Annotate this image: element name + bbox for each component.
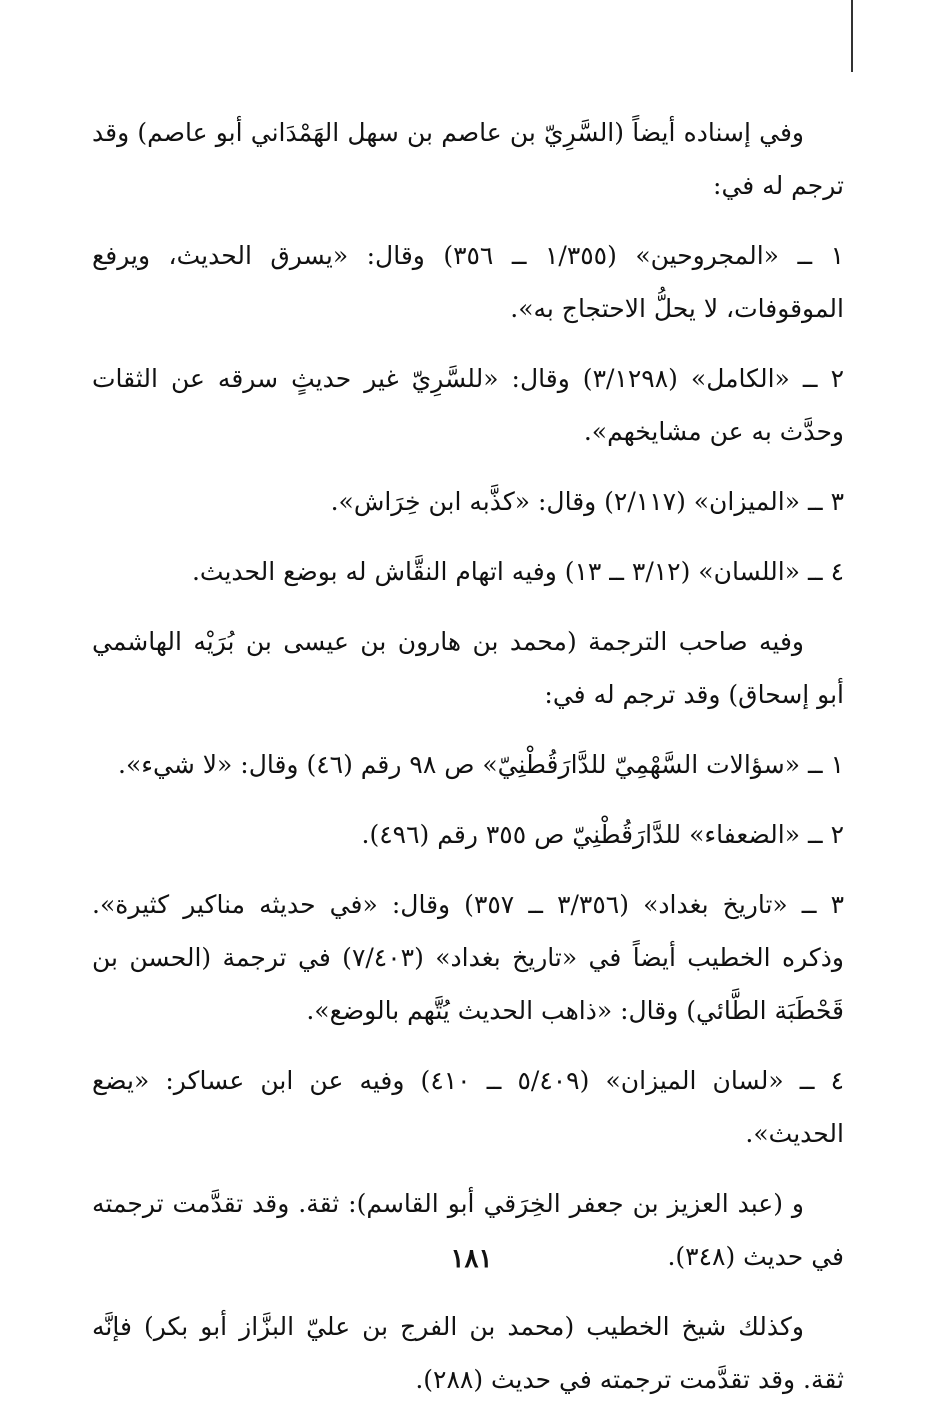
paragraph-ref-duafa: ٢ ــ «الضعفاء» للدَّارَقُطْنِيّ ص ٣٥٥ رقم (٤٩٦). xyxy=(361,820,844,849)
page-number: ١٨١ xyxy=(450,1244,493,1274)
paragraph-ref-lisan-mizan: ٤ ــ «لسان الميزان» (٥/٤٠٩ ــ ٤١٠) وفيه عن ابن عساكر: «يضع الحديث». xyxy=(92,1066,844,1148)
paragraph-ref-kamil: ٢ ــ «الكامل» (٣/١٢٩٨) وقال: «للسَّرِيّ غير حديثٍ سرقه عن الثقات وحدَّث به عن مشايخهم». xyxy=(92,364,844,446)
paragraph-ref-mizan: ٣ ــ «الميزان» (٢/١١٧) وقال: «كذَّبه ابن خِرَاش». xyxy=(330,487,844,516)
scan-edge-mark xyxy=(851,0,853,72)
paragraph-ref-suhami: ١ ــ «سؤالات السَّهْمِيّ للدَّارَقُطْنِيّ» ص ٩٨ رقم (٤٦) وقال: «لا شيء». xyxy=(118,750,844,779)
paragraph-sariy-intro: وفي إسناده أيضاً (السَّرِيّ بن عاصم بن سهل الهَمْدَاني أبو عاصم) وقد ترجم له في: xyxy=(92,118,844,200)
paragraph-khiraqi: و (عبد العزيز بن جعفر الخِرَقي أبو القاسم): ثقة. وقد تقدَّمت ترجمته في حديث (٣٤٨). xyxy=(92,1189,844,1271)
paragraph-bazzaz: وكذلك شيخ الخطيب (محمد بن الفرج بن عليّ البزَّاز أبو بكر) فإنَّه ثقة. وقد تقدَّمت ترجمته في حديث (٢٨٨). xyxy=(92,1312,844,1394)
paragraph-ref-majruhin: ١ ــ «المجروحين» (١/٣٥٥ ــ ٣٥٦) وقال: «يسرق الحديث، ويرفع الموقوفات، لا يحلُّ الاحتجاج به». xyxy=(92,241,844,323)
page-body xyxy=(92,106,844,1423)
paragraph-ref-tarikh-baghdad: ٣ ــ «تاريخ بغداد» (٣/٣٥٦ ــ ٣٥٧) وقال: «في حديثه مناكير كثيرة». وذكره الخطيب أيضاً في «تاريخ بغداد» (٧/٤٠٣) في ترجمة (الحسن بن قَحْطَبَة الطَّائي) وقال: «ذاهب الحديث يُتَّهم بالوضع». xyxy=(92,890,844,1025)
paragraph-ref-lisan: ٤ ــ «اللسان» (٣/١٢ ــ ١٣) وفيه اتهام النقَّاش له بوضع الحديث. xyxy=(191,557,844,586)
paragraph-hashimi-intro: وفيه صاحب الترجمة (محمد بن هارون بن عيسى بن بُرَيْه الهاشمي أبو إسحاق) وقد ترجم له في: xyxy=(92,627,844,709)
